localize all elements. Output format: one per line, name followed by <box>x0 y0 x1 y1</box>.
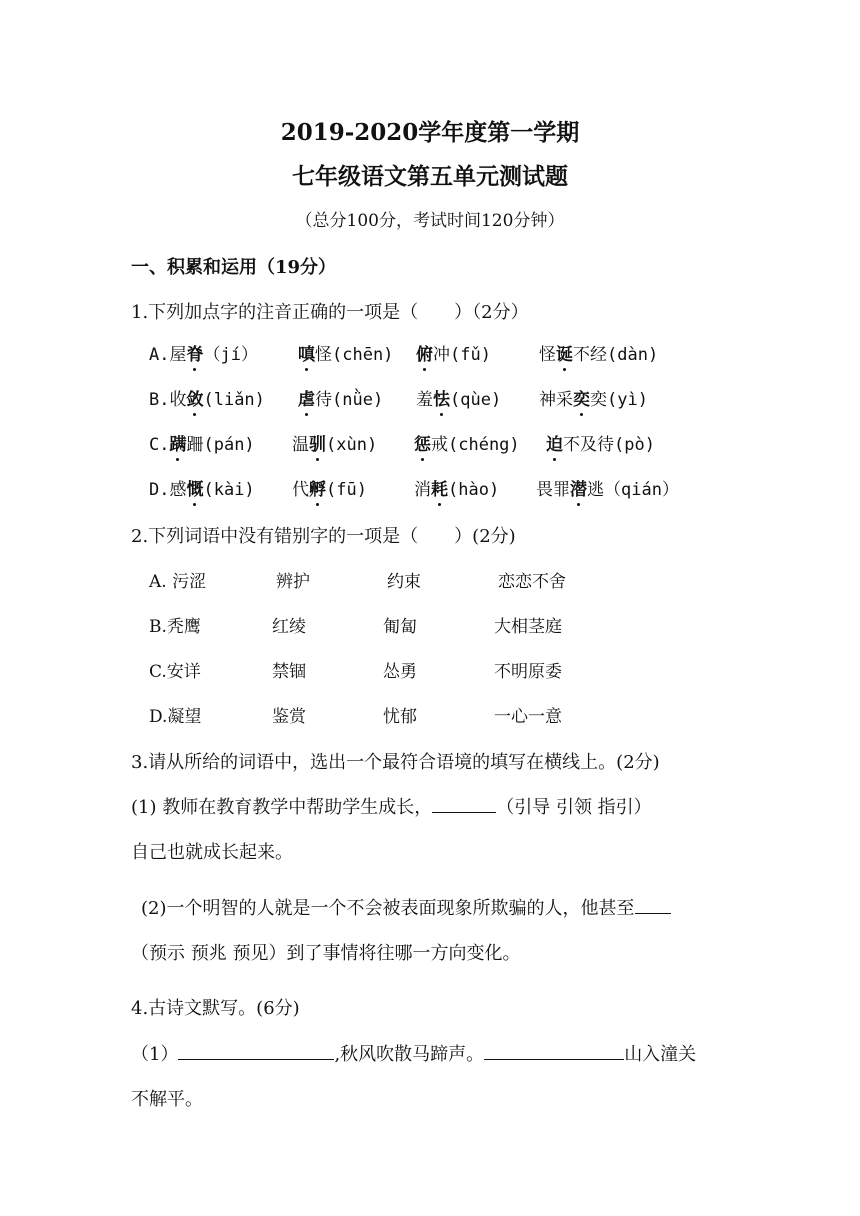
q2-d-word-1: D.凝望 <box>149 707 202 727</box>
q2-b-word-3: 匍匐 <box>383 617 417 637</box>
q1-a-item-2: 嗔怪(chēn) <box>298 345 394 365</box>
dotted-char: 脊 <box>186 345 204 365</box>
q1-a-item-1: A.屋脊（jí） <box>149 345 258 365</box>
dotted-char: 迫 <box>546 435 563 455</box>
answer-blank[interactable] <box>635 895 671 914</box>
dotted-char: 潜 <box>570 480 587 500</box>
q4-part1-cont: 不解平。 <box>131 1089 203 1110</box>
q1-c-item-1: C.蹒跚(pán) <box>149 435 255 455</box>
dotted-char: 驯 <box>309 435 326 455</box>
q2-d-word-2: 鉴赏 <box>272 707 306 727</box>
q4-stem: 4.古诗文默写。(6分) <box>131 998 300 1019</box>
q2-c-word-1: C.安详 <box>149 662 201 682</box>
dotted-char: 嗔 <box>298 345 315 365</box>
q2-a-word-4: 恋恋不舍 <box>498 572 566 592</box>
exam-subtitle: （总分100分，考试时间120分钟） <box>295 211 565 231</box>
q1-c-item-2: 温驯(xùn) <box>292 435 378 455</box>
q1-d-item-1: D.感慨(kài) <box>149 480 255 500</box>
dotted-char: 虐 <box>298 390 315 410</box>
q1-d-item-2: 代孵(fū) <box>292 480 367 500</box>
q1-b-item-4: 神采奕奕(yì) <box>539 390 648 410</box>
dotted-char: 敛 <box>186 390 204 410</box>
q1-d-item-4: 畏罪潜逃（qián） <box>536 480 679 500</box>
q2-c-word-4: 不明原委 <box>494 662 562 682</box>
q2-a-word-3: 约束 <box>387 572 421 592</box>
q2-stem: 2.下列词语中没有错别字的一项是（ ）(2分) <box>131 526 516 547</box>
exam-title-line1: 2019-2020学年度第一学期 <box>280 119 580 146</box>
q2-b-word-1: B.秃鹰 <box>149 617 201 637</box>
q1-a-item-3: 俯冲(fǔ) <box>416 345 491 365</box>
q1-b-item-2: 虐待(nǜe) <box>298 390 384 410</box>
q2-b-word-4: 大相茎庭 <box>494 617 562 637</box>
dotted-char: 怯 <box>433 390 450 410</box>
dotted-char: 奕 <box>573 390 590 410</box>
q1-d-item-3: 消耗(hào) <box>414 480 500 500</box>
q2-d-word-4: 一心一意 <box>494 707 562 727</box>
q3-part1: (1) 教师在教育教学中帮助学生成长， （引导 引领 指引） <box>131 793 652 819</box>
answer-blank[interactable] <box>178 1041 334 1060</box>
q3-part2-cont: （预示 预兆 预见）到了事情将往哪一方向变化。 <box>131 943 521 964</box>
q2-c-word-3: 怂勇 <box>383 662 417 682</box>
exam-title-line2: 七年级语文第五单元测试题 <box>292 163 568 190</box>
q1-b-item-1: B.收敛(liǎn) <box>149 390 265 410</box>
dotted-char: 俯 <box>416 345 433 365</box>
dotted-char: 孵 <box>309 480 326 500</box>
section-heading: 一、积累和运用（19分） <box>131 257 337 278</box>
q3-part1-cont: 自己也就成长起来。 <box>131 842 293 863</box>
q4-part1: （1） ,秋风吹散马蹄声。 山入潼关 <box>131 1040 696 1066</box>
q3-part2: (2)一个明智的人就是一个不会被表面现象所欺骗的人，他甚至 <box>141 894 671 920</box>
dotted-char: 诞 <box>556 345 573 365</box>
q3-stem: 3.请从所给的词语中，选出一个最符合语境的填写在横线上。(2分) <box>131 752 660 773</box>
dotted-char: 惩 <box>414 435 431 455</box>
q1-c-item-4: 迫不及待(pò) <box>546 435 655 455</box>
q1-b-item-3: 羞怯(qùe) <box>416 390 502 410</box>
q1-a-item-4: 怪诞不经(dàn) <box>539 345 659 365</box>
dotted-char: 蹒 <box>169 435 187 455</box>
answer-blank[interactable] <box>484 1041 624 1060</box>
dotted-char: 耗 <box>431 480 448 500</box>
answer-blank[interactable] <box>432 794 496 813</box>
q1-c-item-3: 惩戒(chéng) <box>414 435 520 455</box>
q2-a-word-1: A. 污涩 <box>149 572 207 592</box>
q1-stem: 1.下列加点字的注音正确的一项是（ ）（2分） <box>131 302 529 323</box>
q2-d-word-3: 忧郁 <box>383 707 417 727</box>
q2-b-word-2: 红绫 <box>272 617 306 637</box>
q2-a-word-2: 辨护 <box>276 572 310 592</box>
q2-c-word-2: 禁锢 <box>272 662 306 682</box>
dotted-char: 慨 <box>186 480 204 500</box>
